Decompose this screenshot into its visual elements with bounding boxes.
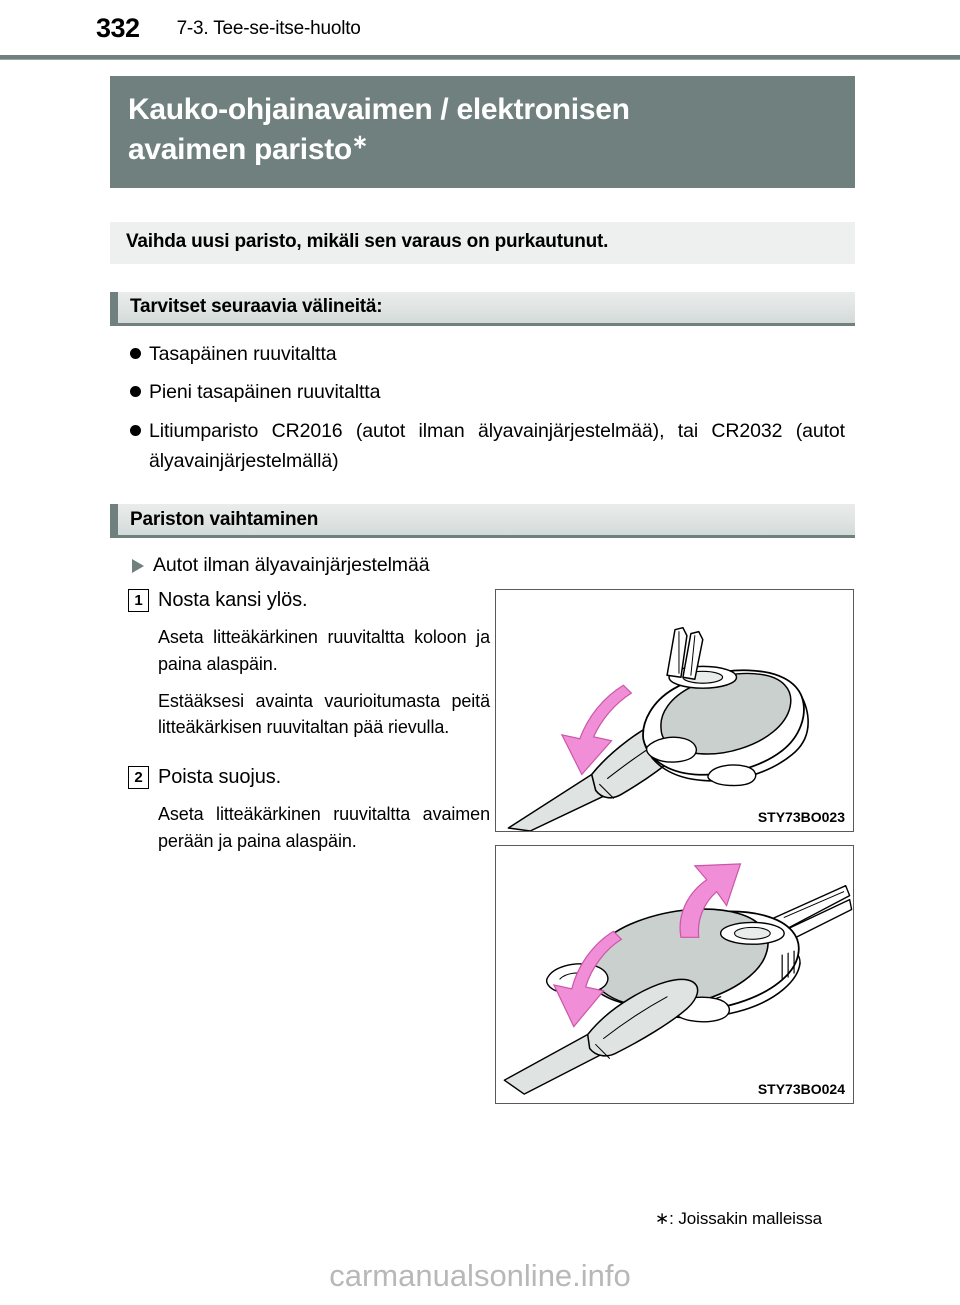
figure-1-caption: STY73BO023 bbox=[757, 809, 845, 826]
step-1-paragraph-1: Aseta litteäkärkinen ruuvitaltta koloon ja paina alaspäin. bbox=[158, 627, 490, 674]
bullet-dot-icon bbox=[130, 348, 141, 359]
step-1 bbox=[110, 589, 500, 740]
page-content bbox=[110, 76, 855, 1098]
asterisk-marker-icon: ∗ bbox=[351, 131, 368, 153]
site-watermark: carmanualsonline.info bbox=[329, 1258, 631, 1293]
step-2 bbox=[110, 766, 500, 854]
step-2-body bbox=[158, 801, 490, 854]
step-1-head bbox=[110, 589, 500, 612]
header-divider-rule bbox=[0, 55, 960, 60]
notice-band: Vaihda uusi paristo, mikäli sen varaus on purkautunut. bbox=[110, 222, 855, 264]
key-fob-remove-cover-illustration bbox=[496, 846, 853, 1103]
bullet-dot-icon bbox=[130, 425, 141, 436]
subheading-label: Autot ilman älyavainjärjestelmää bbox=[153, 554, 430, 577]
section-header-replacement-label: Pariston vaihtaminen bbox=[130, 508, 319, 530]
step-number-badge: 2 bbox=[128, 766, 149, 789]
steps-and-figures bbox=[110, 589, 855, 1098]
list-item-label: Pieni tasapäinen ruuvitaltta bbox=[149, 381, 381, 404]
figure-2-caption: STY73BO024 bbox=[757, 1081, 845, 1098]
tools-bullet-list bbox=[110, 340, 855, 477]
section-header-replacement bbox=[110, 504, 855, 538]
list-item bbox=[110, 340, 855, 370]
figure-step-1 bbox=[495, 589, 854, 832]
chapter-title-line-2-wrap bbox=[128, 130, 837, 170]
section-header-tools-label: Tarvitset seuraavia välineitä: bbox=[130, 296, 383, 318]
triangle-right-icon bbox=[132, 559, 144, 573]
list-item-label: Tasapäinen ruuvitaltta bbox=[149, 342, 337, 365]
list-item bbox=[110, 417, 855, 476]
step-1-body bbox=[158, 624, 490, 740]
chapter-title-line-2: avaimen paristo bbox=[128, 132, 352, 166]
subheading-row bbox=[132, 554, 855, 577]
list-item bbox=[110, 378, 855, 408]
step-2-head bbox=[110, 766, 500, 789]
step-2-paragraph-1: Aseta litteäkärkinen ruuvitaltta avaimen perään ja paina alaspäin. bbox=[158, 804, 490, 851]
chapter-title-line-1: Kauko-ohjainavaimen / elektronisen bbox=[128, 93, 630, 126]
step-1-paragraph-2: Estääksesi avainta vaurioitumasta peitä litteäkärkisen ruuvitaltan pää rievulla. bbox=[158, 690, 490, 738]
key-fob-pry-cover-illustration bbox=[496, 590, 853, 831]
footnote-text: : Joissakin malleissa bbox=[669, 1209, 822, 1228]
page-number: 332 bbox=[96, 12, 140, 43]
step-2-title: Poista suojus. bbox=[158, 766, 282, 789]
page-running-head bbox=[0, 0, 960, 56]
bullet-dot-icon bbox=[130, 386, 141, 397]
section-header-tools bbox=[110, 292, 855, 326]
list-item-label: Litiumparisto CR2016 (autot ilman älyavainjärjestelmää), tai CR2032 (autot älyavainjärjestelmällä) bbox=[149, 420, 845, 472]
footnote bbox=[655, 1209, 822, 1229]
page-section-label: 7-3. Tee-se-itse-huolto bbox=[176, 17, 361, 39]
steps-column bbox=[110, 589, 500, 854]
chapter-title-band bbox=[110, 76, 855, 188]
step-1-title: Nosta kansi ylös. bbox=[158, 589, 308, 612]
step-number-badge: 1 bbox=[128, 589, 149, 612]
footnote-marker-icon: ∗ bbox=[655, 1209, 670, 1228]
figure-step-2 bbox=[495, 845, 854, 1104]
